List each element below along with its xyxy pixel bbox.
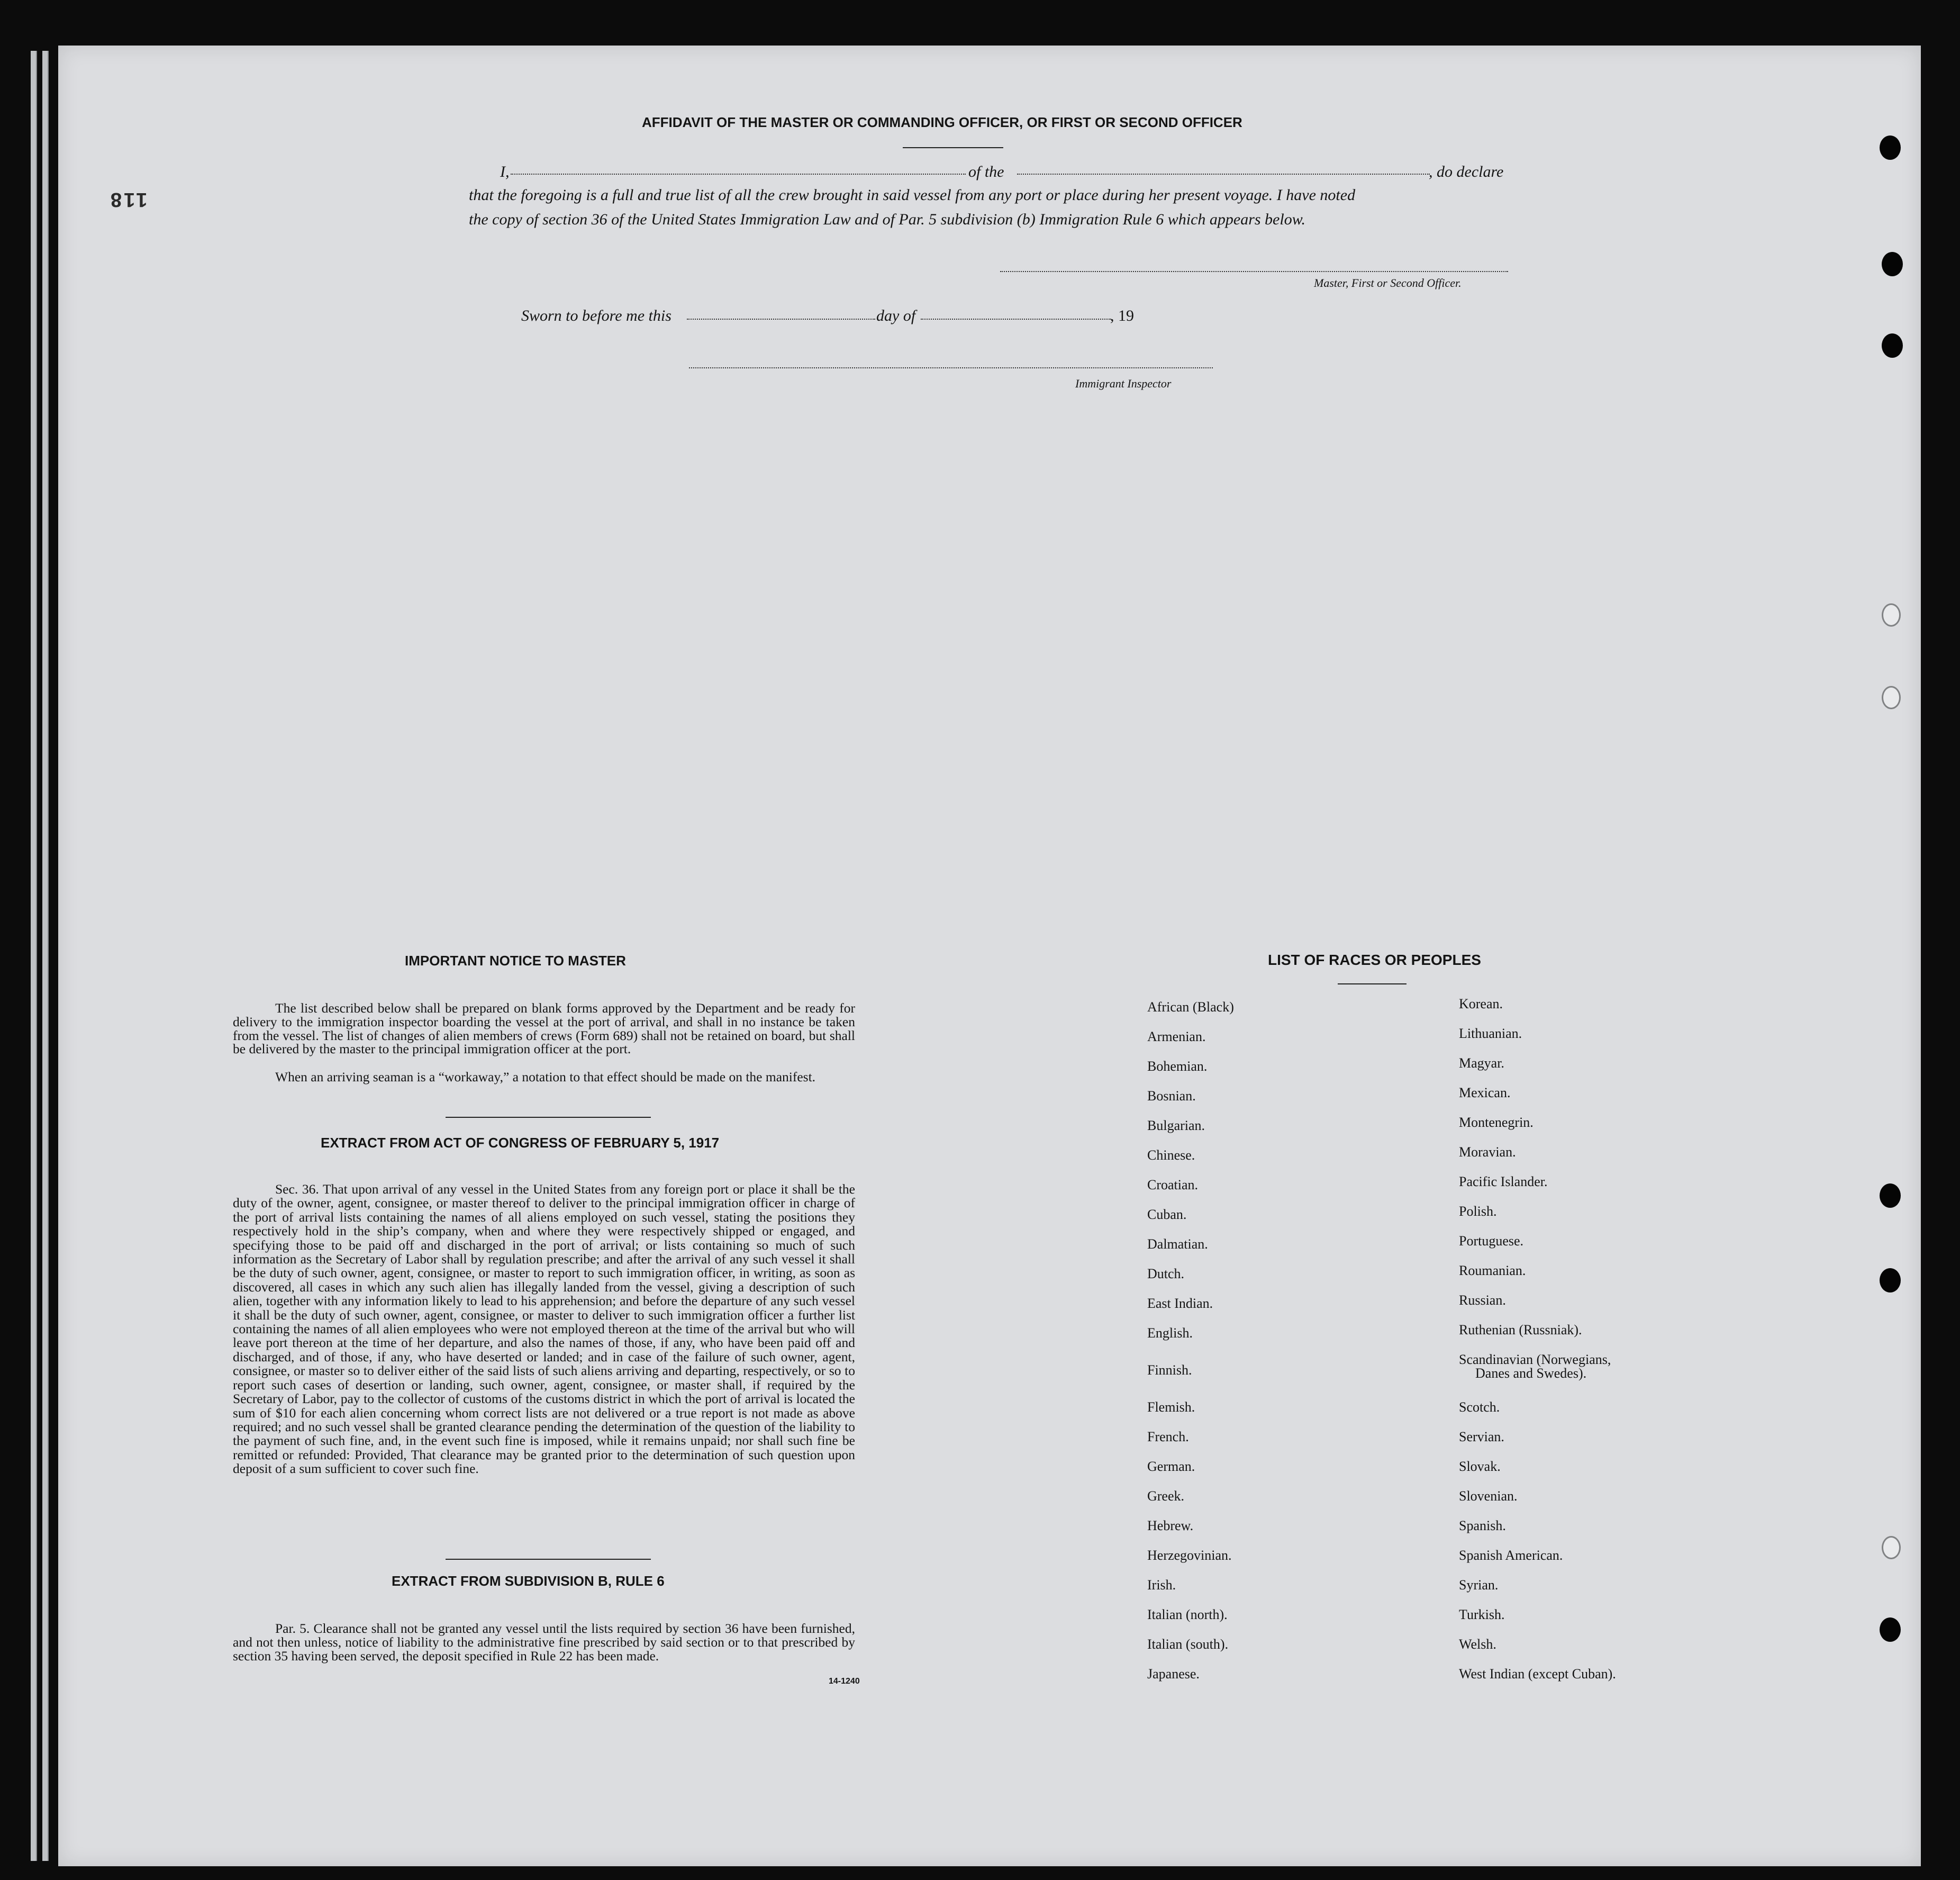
binding-edge xyxy=(42,51,49,1861)
act-extract-text: Sec. 36. That upon arrival of any vessel in the United States from any foreign port or place it shall be the duty of the owner, agent, consignee, or master thereof to deliver to the principal immigration officer in charge of the port of arrival lists containing the names of all aliens employed on such vessel, stating the positions they respectively hold in the ship’s company, when and where they were respectively shipped or engaged, and specifying those to be paid off and discharged in the port of arrival; or lists containing so much of such information as the Secretary of Labor shall by regulation prescribe; and after the arrival of any such vessel it shall be the duty of such owner, agent, consignee, or master to report to such immigration officer, in writing, as soon as discovered, all cases in which any such alien has illegally landed from the vessel, giving a description of such alien, together with any information likely to lead to his apprehension; and before the departure of any such vessel it shall be the duty of such owner, agent, consignee, or master to deliver to such immigration officer a further list containing the names of all alien employees who were not employed thereon at the time of the arrival but who will leave port thereon at the time of her departure, and also the names of those, if any, who have been paid off and discharged, and of those, if any, who have deserted or landed; and in case of the failure of such owner, agent, consignee, or master so to deliver either of the said lists of such aliens arriving and departing, respectively, or so to report such cases of desertion or landing, such owner, agent, consignee, or master shall, if required by the Secretary of Labor, pay to the collector of customs of the customs district in which the port of arrival is located the sum of $10 for each alien concerning whom correct lists are not delivered or a true report is not made as above required; and no such vessel shall be granted clearance pending the determination of the question of the liability to the payment of such fine, and, in the event such fine is imposed, while it remains unpaid; nor shall such fine be remitted or refunded: Provided, That clearance may be granted prior to the determination of such question upon deposit of a sum sufficient to cover such fine. xyxy=(233,1181,855,1477)
race-item: Italian (north). xyxy=(1147,1607,1228,1622)
race-item: African (Black) xyxy=(1147,999,1234,1015)
divider xyxy=(446,1559,651,1560)
race-item: Magyar. xyxy=(1459,1055,1504,1071)
race-item: Spanish. xyxy=(1459,1518,1506,1533)
affidavit-of-the: of the xyxy=(968,163,1004,180)
notice-text-2: When an arriving seaman is a “workaway,” a notation to that effect should be made on the manifest. xyxy=(275,1069,816,1084)
inspector-caption: Immigrant Inspector xyxy=(1075,377,1172,390)
binding-edge xyxy=(31,51,37,1861)
race-item: Turkish. xyxy=(1459,1607,1505,1622)
year-label: , 19 xyxy=(1110,307,1134,324)
affidavit-line2: that the foregoing is a full and true list of all the crew brought in said vessel from any port or place during her present voyage. I have noted xyxy=(469,186,1356,204)
race-item: Bosnian. xyxy=(1147,1088,1196,1104)
binder-hole xyxy=(1880,1617,1901,1642)
binder-hole xyxy=(1882,252,1903,276)
race-item: Servian. xyxy=(1459,1429,1504,1444)
race-item: Lithuanian. xyxy=(1459,1026,1522,1041)
race-item: Bohemian. xyxy=(1147,1059,1208,1074)
race-item: Portuguese. xyxy=(1459,1233,1524,1249)
binder-hole xyxy=(1882,603,1901,627)
affidavit-line3: the copy of section 36 of the United States Immigration Law and of Par. 5 subdivision (b) Immigration Rule 6 which appears below. xyxy=(469,211,1305,228)
race-item: Polish. xyxy=(1459,1204,1497,1219)
race-item: German. xyxy=(1147,1459,1195,1474)
sworn-label: Sworn to before me this xyxy=(521,307,672,324)
race-item: Welsh. xyxy=(1459,1637,1496,1652)
act-extract-paragraph xyxy=(233,1182,855,1476)
race-item: Japanese. xyxy=(1147,1666,1200,1682)
inspector-signature-line xyxy=(689,367,1213,368)
race-item: Moravian. xyxy=(1459,1144,1516,1160)
race-item: Pacific Islander. xyxy=(1459,1174,1548,1189)
race-item: Italian (south). xyxy=(1147,1637,1229,1652)
race-item: Mexican. xyxy=(1459,1085,1511,1100)
affidavit-i-label: I, xyxy=(500,163,510,180)
divider xyxy=(1338,983,1407,984)
notice-title: IMPORTANT NOTICE TO MASTER xyxy=(405,953,626,969)
page-stamp: 118 xyxy=(108,188,148,211)
rule-extract-paragraph xyxy=(233,1622,855,1662)
race-item: Herzegovinian. xyxy=(1147,1548,1232,1563)
race-item: Slovak. xyxy=(1459,1459,1501,1474)
binder-hole xyxy=(1882,686,1901,709)
race-item: Croatian. xyxy=(1147,1177,1199,1192)
race-item: Dalmatian. xyxy=(1147,1236,1208,1252)
race-item: Russian. xyxy=(1459,1292,1506,1308)
rule-extract-text: Par. 5. Clearance shall not be granted any vessel until the lists required by section 36 have been furnished, and not then unless, notice of liability to the administrative fine prescribed by said section or to that prescribed by section 35 having been served, the deposit specified in Rule 22 has been made. xyxy=(233,1621,855,1664)
race-item: Scandinavian (Norwegians, xyxy=(1459,1352,1611,1367)
name-field-line xyxy=(511,174,966,175)
master-signature-line xyxy=(1000,271,1508,272)
binder-hole xyxy=(1880,1268,1901,1292)
sworn-month-line xyxy=(921,319,1111,320)
race-item: Ruthenian (Russniak). xyxy=(1459,1322,1582,1337)
race-item: Hebrew. xyxy=(1147,1518,1194,1533)
race-item: Dutch. xyxy=(1147,1266,1185,1281)
notice-paragraph-1 xyxy=(233,1001,855,1056)
races-title: LIST OF RACES OR PEOPLES xyxy=(1268,952,1481,968)
race-item: Slovenian. xyxy=(1459,1488,1518,1504)
race-item: Roumanian. xyxy=(1459,1263,1526,1278)
race-item: Armenian. xyxy=(1147,1029,1206,1044)
master-caption: Master, First or Second Officer. xyxy=(1314,276,1462,290)
race-item: Chinese. xyxy=(1147,1147,1195,1163)
race-item: Cuban. xyxy=(1147,1207,1187,1222)
affidavit-do-declare: , do declare xyxy=(1429,163,1504,180)
race-item: Greek. xyxy=(1147,1488,1185,1504)
race-item: Syrian. xyxy=(1459,1577,1499,1593)
binder-hole xyxy=(1882,1536,1901,1559)
binder-hole xyxy=(1880,1183,1901,1208)
race-item: Scotch. xyxy=(1459,1399,1500,1415)
binder-hole xyxy=(1880,135,1901,160)
race-item: Irish. xyxy=(1147,1577,1176,1593)
race-item: Bulgarian. xyxy=(1147,1118,1205,1133)
race-item: Spanish American. xyxy=(1459,1548,1563,1563)
form-number: 14-1240 xyxy=(829,1677,860,1686)
divider xyxy=(446,1117,651,1118)
race-item-continuation: Danes and Swedes). xyxy=(1475,1366,1587,1381)
sworn-day-line xyxy=(687,319,875,320)
vessel-field-line xyxy=(1017,174,1430,175)
act-extract-title: EXTRACT FROM ACT OF CONGRESS OF FEBRUARY 5, 1917 xyxy=(321,1135,720,1151)
rule-extract-title: EXTRACT FROM SUBDIVISION B, RULE 6 xyxy=(392,1573,665,1589)
race-item: French. xyxy=(1147,1429,1189,1444)
race-item: English. xyxy=(1147,1325,1193,1341)
notice-paragraph-2 xyxy=(233,1070,855,1084)
day-of-label: day of xyxy=(876,307,916,324)
race-item: Flemish. xyxy=(1147,1399,1195,1415)
race-item: East Indian. xyxy=(1147,1296,1213,1311)
race-item: Korean. xyxy=(1459,996,1503,1011)
race-item: Finnish. xyxy=(1147,1362,1192,1378)
notice-text-1: The list described below shall be prepared on blank forms approved by the Department and be ready for delivery to the immigration inspector boarding the vessel at the port of arrival, and shall in no instance be taken from the vessel. The list of changes of alien members of crews (Form 689) shall not be retained on board, but shall be delivered by the master to the principal immigration officer at the port. xyxy=(233,1000,855,1057)
race-item: Montenegrin. xyxy=(1459,1115,1533,1130)
race-item: West Indian (except Cuban). xyxy=(1459,1666,1616,1682)
affidavit-title: AFFIDAVIT OF THE MASTER OR COMMANDING OFFICER, OR FIRST OR SECOND OFFICER xyxy=(642,114,1242,130)
divider xyxy=(903,147,1003,148)
binder-hole xyxy=(1882,333,1903,358)
